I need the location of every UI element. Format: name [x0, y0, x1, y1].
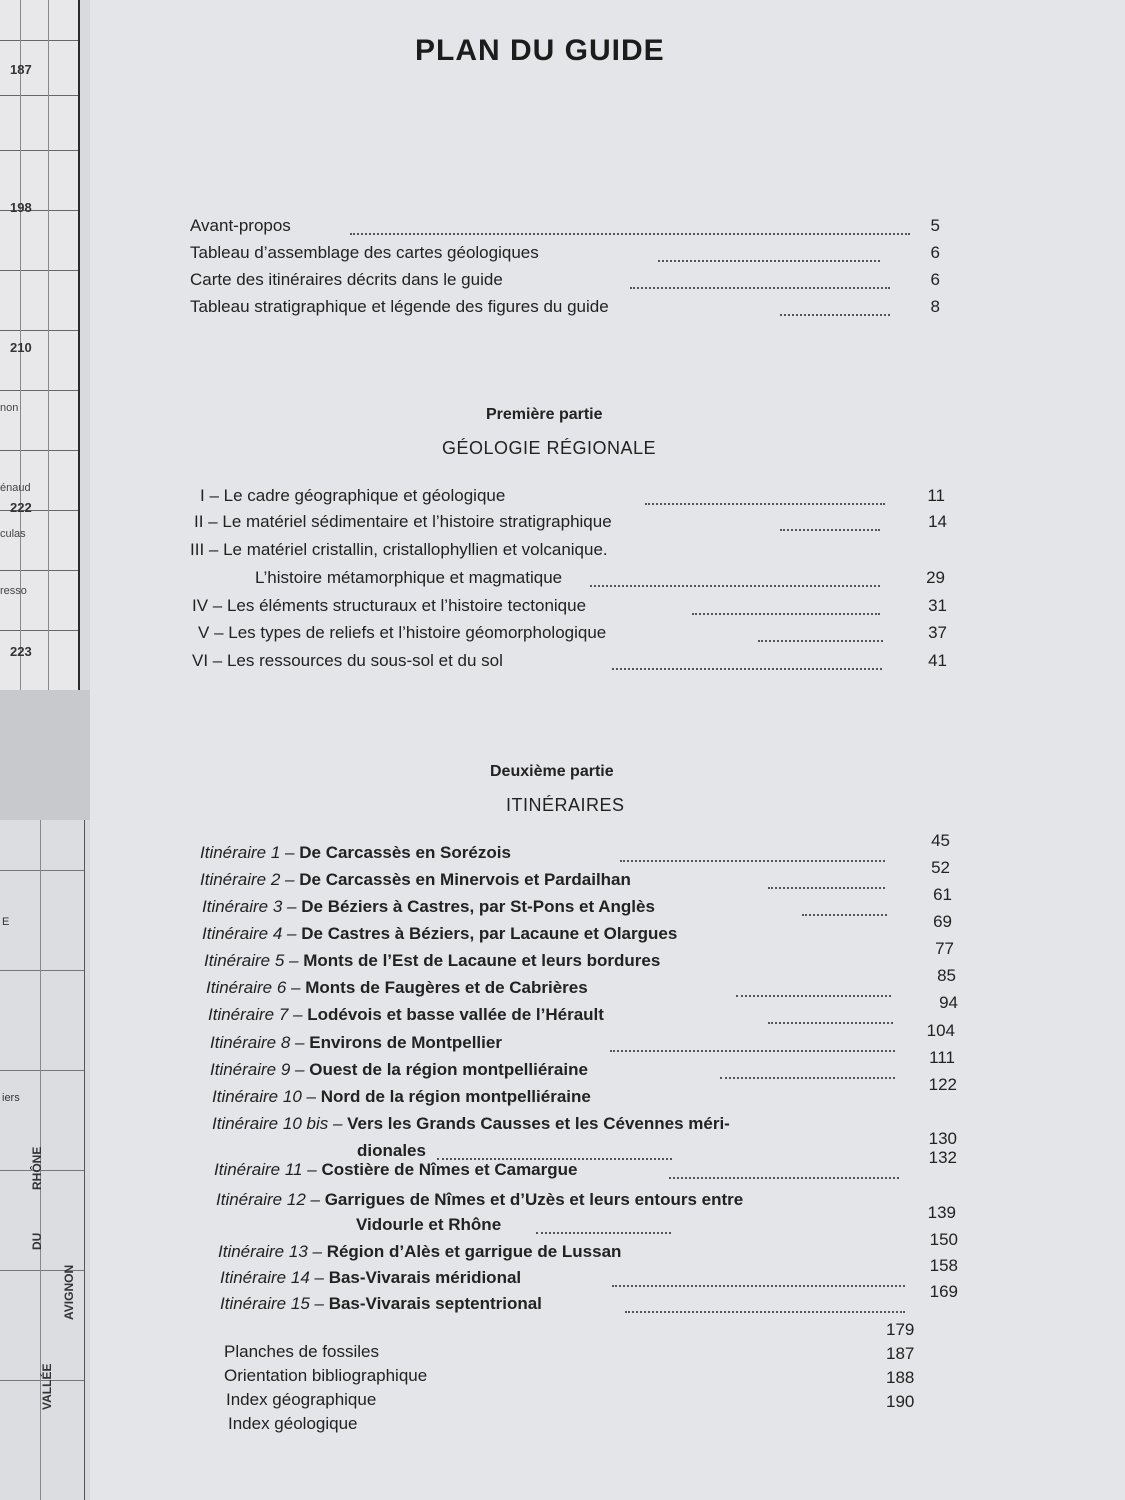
- chapter-title: Le matériel sédimentaire et l’histoire stratigraphique: [222, 512, 612, 531]
- itinerary-page: 69: [933, 912, 952, 931]
- itinerary-entry: [208, 993, 958, 1029]
- itinerary-page: 94: [939, 993, 958, 1012]
- itinerary-entry: [206, 966, 956, 1002]
- itinerary-number: Itinéraire 5 –: [204, 951, 299, 970]
- chapter-entry-continued: [255, 568, 945, 592]
- itinerary-entry: [200, 831, 950, 867]
- part-label: Première partie: [486, 406, 603, 423]
- table-of-contents-page: [90, 0, 1125, 1500]
- itinerary-page: 77: [935, 939, 954, 958]
- page-title: PLAN DU GUIDE: [415, 34, 665, 67]
- map-word: iers: [2, 1092, 20, 1104]
- itinerary-page: 45: [931, 831, 950, 850]
- back-matter-label: Index géologique: [228, 1414, 358, 1433]
- toc-entry-page: 8: [930, 297, 940, 316]
- map-number: 222: [10, 500, 32, 515]
- map-word: VALLÉE: [40, 1363, 54, 1410]
- back-matter-page: 190: [886, 1392, 915, 1411]
- chapter-entry: III – Le matériel cristallin, cristallophyllien et volcanique.: [190, 540, 608, 559]
- toc-entry-label: Tableau stratigraphique et légende des figures du guide: [190, 297, 609, 316]
- itinerary-entry: [202, 912, 952, 948]
- chapter-page: 14: [928, 512, 947, 531]
- itinerary-title: Vers les Grands Causses et les Cévennes méri-: [347, 1114, 730, 1133]
- itinerary-title: Environs de Montpellier: [309, 1033, 502, 1052]
- chapter-entry: V – Les types de reliefs et l’histoire géomorphologique 37: [198, 623, 947, 642]
- itinerary-title: Ouest de la région montpelliéraine: [309, 1060, 588, 1079]
- toc-entry-page: 6: [930, 243, 940, 262]
- itinerary-entry: [216, 1190, 961, 1214]
- chapter-page: 41: [928, 651, 947, 670]
- chapter-entry: IV – Les éléments structuraux et l’histoire tectonique 31: [192, 596, 947, 615]
- chapter-entry: VI – Les ressources du sous-sol et du sol 41: [192, 651, 947, 670]
- toc-entry-label: Tableau d’assemblage des cartes géologiques: [190, 243, 539, 262]
- chapter-entry: I – Le cadre géographique et géologique 11: [200, 486, 945, 505]
- itinerary-number: Itinéraire 3 –: [202, 897, 297, 916]
- itinerary-title: De Castres à Béziers, par Lacaune et Olargues: [301, 924, 678, 943]
- itinerary-entry: [212, 1114, 957, 1138]
- itinerary-page: 169: [929, 1282, 958, 1301]
- map-word: DU: [30, 1232, 44, 1250]
- chapter-entry: II – Le matériel sédimentaire et l’histoire stratigraphique 14: [194, 512, 947, 531]
- itinerary-title: Costière de Nîmes et Camargue: [321, 1160, 578, 1179]
- back-matter-page: 188: [886, 1368, 915, 1387]
- map-word: énaud: [0, 482, 31, 494]
- chapter-title: Les ressources du sous-sol et du sol: [226, 651, 503, 670]
- chapter-title: Le cadre géographique et géologique: [223, 486, 506, 505]
- itinerary-page: 130: [928, 1129, 957, 1148]
- itinerary-entry: [220, 1256, 965, 1292]
- itinerary-number: Itinéraire 10 bis –: [212, 1114, 343, 1133]
- toc-entry: [190, 297, 940, 321]
- toc-entry-page: 5: [930, 216, 940, 235]
- itinerary-title: De Carcassès en Sorézois: [299, 843, 511, 862]
- itinerary-page: 85: [937, 966, 956, 985]
- chapter-page: 37: [928, 623, 947, 642]
- chapter-page: 31: [928, 596, 947, 615]
- chapter-number: V: [198, 623, 210, 642]
- back-matter-label: Index géographique: [226, 1390, 377, 1409]
- itinerary-entry: [202, 885, 952, 921]
- itinerary-title: De Béziers à Castres, par St-Pons et Anglès: [301, 897, 655, 916]
- back-matter-page: 179: [886, 1320, 915, 1339]
- map-word: RHÔNE: [30, 1146, 44, 1190]
- itinerary-page: 158: [929, 1256, 958, 1275]
- itinerary-entry: [204, 939, 954, 975]
- itinerary-number: Itinéraire 14 –: [220, 1268, 324, 1287]
- itinerary-entry: [210, 1048, 955, 1084]
- map-strip-upper: [0, 0, 80, 690]
- part-name: ITINÉRAIRES: [506, 795, 625, 815]
- map-number: 223: [10, 644, 32, 659]
- toc-entry-page: 6: [930, 270, 940, 289]
- page-gap: [0, 690, 90, 820]
- itinerary-title-line2: dionales: [357, 1141, 426, 1160]
- itinerary-number: Itinéraire 2 –: [200, 870, 295, 889]
- itinerary-title: Lodévois et basse vallée de l’Hérault: [307, 1005, 604, 1024]
- toc-entry-label: Carte des itinéraires décrits dans le guide: [190, 270, 503, 289]
- itinerary-number: Itinéraire 1 –: [200, 843, 295, 862]
- map-word: E: [2, 916, 10, 928]
- chapter-number: I: [200, 486, 205, 505]
- itinerary-number: Itinéraire 4 –: [202, 924, 297, 943]
- itinerary-number: Itinéraire 12 –: [216, 1190, 320, 1209]
- itinerary-entry: [218, 1230, 963, 1266]
- itinerary-title: Bas-Vivarais septentrional: [328, 1294, 542, 1313]
- itinerary-page: 52: [931, 858, 950, 877]
- itinerary-number: Itinéraire 11 –: [214, 1160, 317, 1179]
- map-word: non: [0, 402, 19, 414]
- map-word: AVIGNON: [62, 1264, 76, 1320]
- part-label: Deuxième partie: [490, 763, 614, 780]
- chapter-number: IV: [192, 596, 209, 615]
- map-word: resso: [0, 585, 27, 597]
- chapter-title: Les types de reliefs et l’histoire géomorphologique: [228, 623, 607, 642]
- chapter-number: II: [194, 512, 204, 531]
- back-matter-label: Orientation bibliographique: [224, 1366, 428, 1385]
- back-matter-label: Planches de fossiles: [224, 1342, 379, 1361]
- map-number: 187: [10, 62, 32, 77]
- itinerary-page: 139: [927, 1203, 956, 1222]
- toc-entry-label: Avant-propos: [190, 216, 291, 235]
- itinerary-page: 132: [928, 1148, 957, 1167]
- itinerary-number: Itinéraire 9 –: [210, 1060, 305, 1079]
- itinerary-number: Itinéraire 13 –: [218, 1242, 322, 1261]
- itinerary-title: Monts de l’Est de Lacaune et leurs bordures: [303, 951, 661, 970]
- itinerary-title: Région d’Alès et garrigue de Lussan: [326, 1242, 622, 1261]
- chapter-title: Les éléments structuraux et l’histoire tectonique: [226, 596, 587, 615]
- itinerary-page: 111: [929, 1048, 955, 1067]
- toc-entry: [190, 216, 940, 240]
- chapter-title-line2: L’histoire métamorphique et magmatique: [255, 568, 563, 587]
- itinerary-entry-continued: [356, 1203, 956, 1239]
- itinerary-number: Itinéraire 8 –: [210, 1033, 305, 1052]
- itinerary-title: Garrigues de Nîmes et d’Uzès et leurs entours entre: [324, 1190, 744, 1209]
- itinerary-title-line2: Vidourle et Rhône: [356, 1215, 502, 1234]
- itinerary-entry: [210, 1021, 955, 1057]
- itinerary-page: 61: [933, 885, 952, 904]
- back-matter-page: 187: [886, 1344, 915, 1363]
- itinerary-entry: [220, 1282, 965, 1318]
- itinerary-title: Nord de la région montpelliéraine: [320, 1087, 591, 1106]
- chapter-number: III: [190, 540, 205, 559]
- itinerary-number: Itinéraire 10 –: [212, 1087, 316, 1106]
- map-word: culas: [0, 528, 26, 540]
- toc-entry: [190, 270, 940, 294]
- map-number: 210: [10, 340, 32, 355]
- itinerary-number: Itinéraire 7 –: [208, 1005, 303, 1024]
- part-name: GÉOLOGIE RÉGIONALE: [442, 438, 657, 458]
- itinerary-number: Itinéraire 6 –: [206, 978, 301, 997]
- itinerary-entry: [212, 1075, 957, 1111]
- itinerary-page: 122: [928, 1075, 957, 1094]
- itinerary-page: 150: [929, 1230, 958, 1249]
- itinerary-page: 104: [926, 1021, 955, 1040]
- itinerary-title: Bas-Vivarais méridional: [328, 1268, 522, 1287]
- itinerary-title: Monts de Faugères et de Cabrières: [305, 978, 588, 997]
- itinerary-number: Itinéraire 15 –: [220, 1294, 324, 1313]
- chapter-title: Le matériel cristallin, cristallophyllien et volcanique.: [223, 540, 608, 559]
- chapter-page: 11: [927, 486, 945, 505]
- map-number: 198: [10, 200, 32, 215]
- map-strip-lower: [0, 820, 85, 1500]
- chapter-page: 29: [926, 568, 945, 587]
- itinerary-entry: [200, 858, 950, 894]
- toc-entry: [190, 243, 940, 267]
- itinerary-title: De Carcassès en Minervois et Pardailhan: [299, 870, 631, 889]
- chapter-number: VI: [192, 651, 209, 670]
